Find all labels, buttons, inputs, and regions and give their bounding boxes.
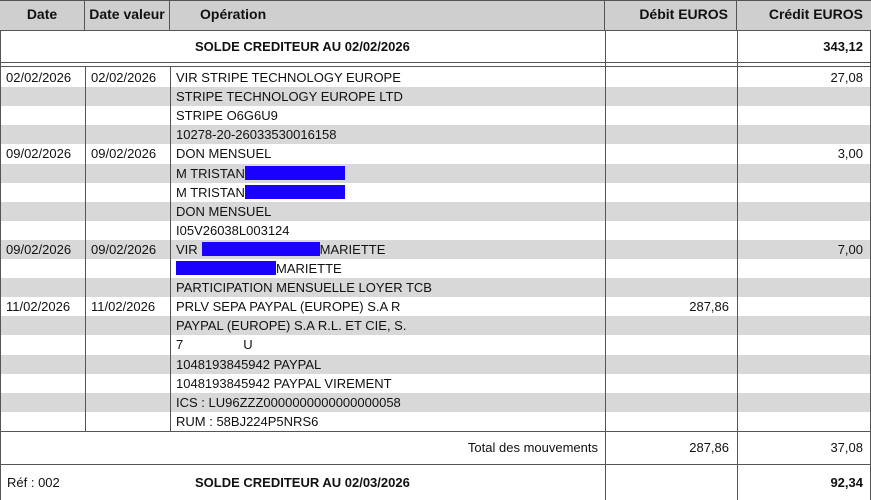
row-operation	[176, 374, 601, 393]
row-credit	[737, 412, 863, 431]
row-credit	[737, 125, 863, 144]
row-debit	[605, 87, 729, 106]
row-operation	[176, 87, 601, 106]
row-date	[6, 278, 84, 297]
redaction-mark	[245, 166, 345, 180]
row-credit	[737, 278, 863, 297]
row-date: 11/02/2026	[6, 299, 71, 315]
row-operation-text: STRIPE TECHNOLOGY EUROPE LTD	[176, 89, 403, 105]
row-operation-text: MARIETTE	[319, 241, 386, 257]
row-debit	[605, 183, 729, 202]
row-date-valeur	[91, 221, 169, 240]
row-date	[6, 106, 84, 125]
row-operation	[176, 259, 601, 278]
row-operation-text: 10278-20-26033530016158	[176, 127, 337, 143]
row-debit	[605, 68, 729, 87]
row-date	[6, 374, 84, 393]
row-date-valeur	[91, 125, 169, 144]
row-debit	[605, 335, 729, 354]
row-operation	[176, 393, 601, 412]
row-credit	[737, 106, 863, 125]
row-operation-text: PARTICIPATION MENSUELLE LOYER TCB	[176, 280, 432, 296]
row-operation-text: VIR	[176, 241, 198, 257]
row-debit	[605, 125, 729, 144]
row-date-valeur: 02/02/2026	[91, 70, 157, 85]
row-operation	[176, 164, 601, 183]
row-operation-text: U	[243, 337, 253, 353]
row-operation-text: PRLV SEPA PAYPAL (EUROPE) S.A R	[176, 299, 401, 315]
row-operation	[176, 335, 601, 354]
row-debit	[605, 355, 729, 374]
row-date-valeur	[91, 87, 169, 106]
row-credit	[737, 335, 863, 354]
row-date	[6, 316, 84, 335]
totals-label: Total des mouvements	[467, 440, 598, 455]
row-credit	[737, 374, 863, 393]
row-debit	[605, 316, 729, 335]
row-operation-text: ICS : LU96ZZZ0000000000000000058	[176, 394, 401, 410]
row-date-valeur	[91, 106, 169, 125]
grid-line	[85, 66, 86, 431]
col-debit-header: Débit EUROS	[605, 1, 737, 31]
opening-balance-label: SOLDE CREDITEUR AU 02/02/2026	[195, 39, 410, 54]
row-date-valeur	[91, 183, 169, 202]
divider	[0, 62, 871, 63]
row-date	[6, 87, 84, 106]
row-operation-text: I05V26038L003124	[176, 222, 290, 238]
row-date	[6, 164, 84, 183]
grid-line	[170, 66, 171, 431]
row-date: 02/02/2026	[6, 70, 72, 85]
row-operation	[176, 144, 601, 163]
col-date-header: Date	[0, 1, 85, 31]
col-credit-header: Crédit EUROS	[768, 6, 863, 22]
row-date-valeur	[91, 393, 169, 412]
row-date-valeur	[91, 412, 169, 431]
row-operation	[176, 221, 601, 240]
row-date-valeur	[91, 316, 169, 335]
row-operation-text: STRIPE O6G6U9	[176, 108, 278, 124]
opening-balance-credit: 343,12	[823, 39, 863, 54]
row-date-valeur	[91, 355, 169, 374]
row-debit	[605, 278, 729, 297]
divider	[0, 66, 871, 67]
row-operation-text: 1048193845942 PAYPAL VIREMENT	[176, 375, 392, 391]
row-date: 09/02/2026	[6, 241, 72, 257]
row-credit	[737, 355, 863, 374]
row-date	[6, 412, 84, 431]
row-date: 09/02/2026	[6, 146, 72, 162]
closing-balance-label: SOLDE CREDITEUR AU 02/03/2026	[195, 475, 410, 490]
row-credit	[737, 221, 863, 240]
row-credit: 7,00	[837, 241, 863, 257]
row-operation-text: MARIETTE	[276, 261, 342, 276]
row-operation	[176, 125, 601, 144]
row-date	[6, 393, 84, 412]
row-operation	[176, 278, 601, 297]
row-credit	[737, 297, 863, 316]
row-date	[6, 259, 84, 278]
row-operation	[176, 68, 601, 87]
reference: Réf : 002	[7, 475, 60, 490]
totals-credit: 37,08	[830, 440, 863, 455]
row-credit	[737, 259, 863, 278]
row-operation-text: 7	[176, 337, 184, 353]
row-debit	[605, 240, 729, 259]
row-operation-text: DON MENSUEL	[176, 203, 272, 219]
row-operation-text: 1048193845942 PAYPAL	[176, 356, 322, 372]
row-date-valeur	[91, 374, 169, 393]
row-debit: 287,86	[689, 299, 729, 315]
row-date	[6, 221, 84, 240]
redaction-mark	[176, 261, 276, 275]
row-operation	[176, 202, 601, 221]
totals-debit: 287,86	[689, 440, 729, 455]
row-debit	[605, 412, 729, 431]
grid-line	[737, 30, 738, 500]
row-credit	[737, 183, 863, 202]
row-credit: 3,00	[837, 146, 863, 162]
row-debit	[605, 106, 729, 125]
row-operation	[176, 297, 601, 316]
row-operation	[176, 240, 601, 259]
row-debit	[605, 259, 729, 278]
divider	[0, 431, 871, 432]
row-operation-text: PAYPAL (EUROPE) S.A R.L. ET CIE, S.	[176, 318, 407, 334]
row-credit	[737, 202, 863, 221]
col-operation-header: Opération	[170, 1, 605, 31]
row-date-valeur	[91, 278, 169, 297]
row-operation-text: VIR STRIPE TECHNOLOGY EUROPE	[176, 70, 401, 85]
row-operation	[176, 316, 601, 335]
row-operation-text: M TRISTAN	[176, 165, 245, 181]
row-debit	[605, 164, 729, 183]
closing-balance-credit: 92,34	[830, 475, 863, 490]
table-header	[0, 0, 871, 31]
row-operation	[176, 183, 601, 202]
row-debit	[605, 202, 729, 221]
row-date	[6, 335, 84, 354]
row-operation	[176, 412, 601, 431]
row-date	[6, 125, 84, 144]
row-debit	[605, 144, 729, 163]
row-operation-text: RUM : 58BJ224P5NRS6	[176, 413, 319, 429]
row-operation	[176, 106, 601, 125]
divider	[0, 30, 871, 31]
row-date-valeur	[91, 259, 169, 278]
grid-line	[0, 30, 1, 500]
row-operation-text: DON MENSUEL	[176, 146, 272, 162]
row-credit	[737, 316, 863, 335]
row-credit	[737, 164, 863, 183]
row-operation	[176, 355, 601, 374]
row-debit	[605, 393, 729, 412]
redaction-mark	[202, 242, 320, 256]
divider	[0, 464, 871, 465]
row-date-valeur	[91, 335, 169, 354]
row-credit: 27,08	[830, 70, 863, 85]
row-date	[6, 202, 84, 221]
row-credit	[737, 87, 863, 106]
row-date-valeur: 11/02/2026	[91, 299, 156, 315]
col-date-valeur-header: Date valeur	[85, 1, 170, 31]
row-date-valeur	[91, 202, 169, 221]
row-date-valeur	[91, 164, 169, 183]
row-date	[6, 183, 84, 202]
row-date-valeur: 09/02/2026	[91, 146, 157, 162]
row-date	[6, 355, 84, 374]
row-debit	[605, 374, 729, 393]
row-credit	[737, 393, 863, 412]
row-date-valeur: 09/02/2026	[91, 241, 157, 257]
row-debit	[605, 221, 729, 240]
redaction-mark	[245, 185, 345, 199]
row-operation-text: M TRISTAN	[176, 184, 245, 200]
grid-line	[605, 30, 606, 500]
